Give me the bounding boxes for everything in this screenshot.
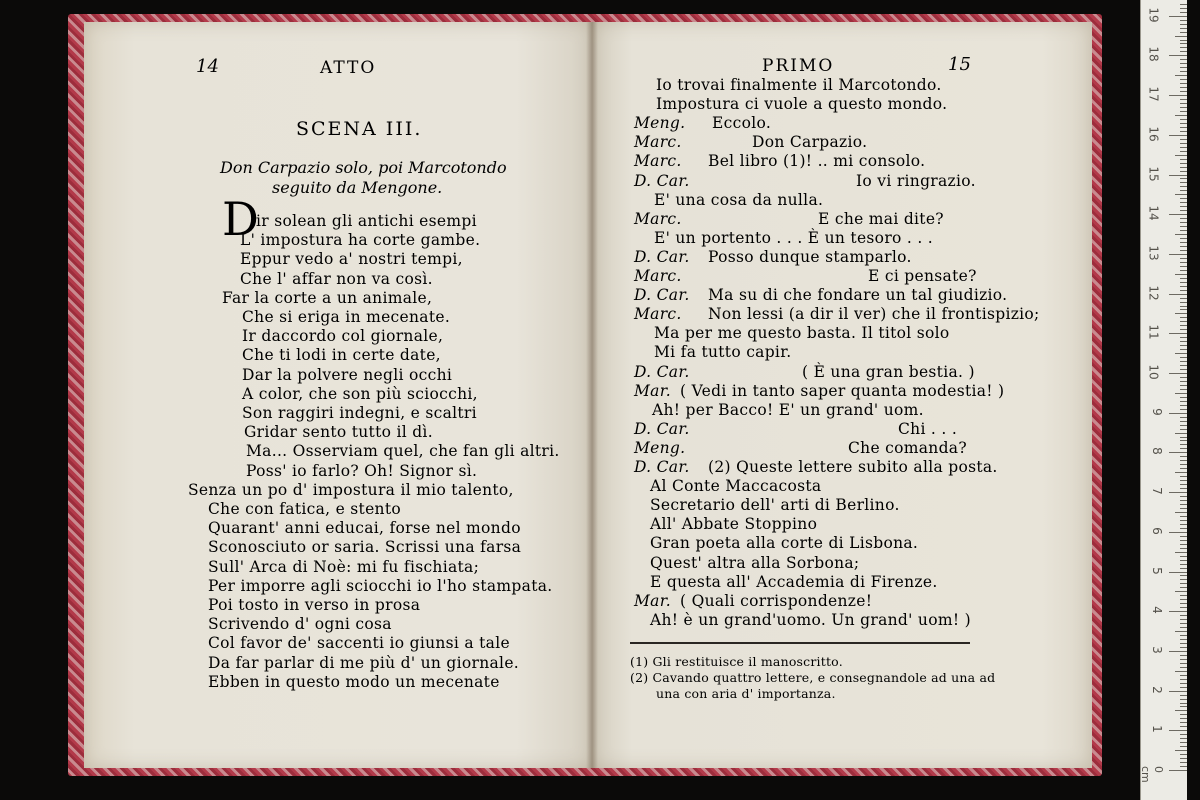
- ruler-tick: [1175, 433, 1187, 434]
- ruler-tick: [1180, 528, 1187, 529]
- ruler-tick: [1180, 508, 1187, 509]
- speaker-label: D. Car.: [634, 362, 690, 381]
- ruler-tick: [1180, 119, 1187, 120]
- ruler-tick: [1180, 500, 1187, 501]
- ruler-tick: [1180, 568, 1187, 569]
- ruler-tick: [1169, 55, 1187, 56]
- speaker-label: D. Car.: [634, 247, 690, 266]
- ruler-tick: [1180, 63, 1187, 64]
- ruler-tick: [1180, 365, 1187, 366]
- ruler-tick: [1180, 440, 1187, 441]
- ruler-number: 3: [1150, 646, 1165, 654]
- ruler-tick: [1180, 754, 1187, 755]
- ruler-number: 11: [1146, 324, 1161, 340]
- ruler-tick: [1180, 325, 1187, 326]
- ruler-tick: [1180, 718, 1187, 719]
- ruler-tick: [1169, 770, 1187, 771]
- ruler-tick: [1180, 357, 1187, 358]
- speaker-label: D. Car.: [634, 286, 690, 305]
- ruler-tick: [1180, 306, 1187, 307]
- ruler-tick: [1180, 250, 1187, 251]
- ruler-number: 7: [1150, 487, 1165, 495]
- ruler-tick: [1180, 480, 1187, 481]
- ruler-tick: [1180, 298, 1187, 299]
- speaker-label: D. Car.: [634, 458, 690, 476]
- speaker-label: Meng.: [634, 438, 686, 457]
- ruler-tick: [1169, 452, 1187, 453]
- ruler-tick: [1180, 186, 1187, 187]
- ruler-tick: [1180, 103, 1187, 104]
- ruler-tick: [1180, 540, 1187, 541]
- ruler-tick: [1180, 548, 1187, 549]
- footnote-2-continued: una con aria d' importanza.: [656, 686, 836, 701]
- dialogue-text: Posso dunque stamparlo.: [708, 247, 912, 266]
- verse-line: Scrivendo d' ogni cosa: [208, 615, 392, 634]
- ruler-tick: [1180, 714, 1187, 715]
- ruler-tick: [1180, 79, 1187, 80]
- dialogue-text: E' una cosa da nulla.: [654, 190, 824, 209]
- ruler-tick: [1180, 623, 1187, 624]
- dialogue-text: E' un portento . . . È un tesoro . . .: [654, 228, 934, 247]
- ruler-tick: [1180, 417, 1187, 418]
- ruler-tick: [1180, 258, 1187, 259]
- ruler-tick: [1180, 99, 1187, 100]
- ruler-tick: [1175, 274, 1187, 275]
- dialogue-text: Chi . . .: [898, 419, 958, 438]
- ruler-tick: [1180, 43, 1187, 44]
- ruler-number: 13: [1146, 245, 1161, 261]
- ruler-tick: [1180, 349, 1187, 350]
- ruler-tick: [1180, 290, 1187, 291]
- ruler-tick: [1175, 631, 1187, 632]
- ruler-tick: [1180, 385, 1187, 386]
- ruler-tick: [1175, 234, 1187, 235]
- dialogue-text: E che mai dite?: [818, 209, 944, 228]
- ruler-tick: [1180, 139, 1187, 140]
- ruler-tick: [1180, 369, 1187, 370]
- dialogue-text: Ma su di che fondare un tal giudizio.: [708, 286, 1008, 305]
- ruler-tick: [1180, 246, 1187, 247]
- ruler-tick: [1169, 651, 1187, 652]
- ruler-tick: [1180, 409, 1187, 410]
- ruler-tick: [1180, 734, 1187, 735]
- ruler-tick: [1180, 337, 1187, 338]
- ruler-tick: [1180, 603, 1187, 604]
- ruler-tick: [1175, 710, 1187, 711]
- ruler-tick: [1180, 464, 1187, 465]
- ruler-tick: [1180, 722, 1187, 723]
- ruler-tick: [1175, 552, 1187, 553]
- ruler-tick: [1175, 313, 1187, 314]
- ruler-tick: [1169, 333, 1187, 334]
- ruler-number: 10: [1146, 364, 1161, 380]
- ruler-tick: [1180, 429, 1187, 430]
- left-running-head: ATTO: [320, 58, 377, 78]
- verse-line: Poss' io farlo? Oh! Signor sì.: [246, 461, 478, 480]
- ruler-tick: [1180, 579, 1187, 580]
- ruler-number: 19: [1146, 7, 1161, 23]
- ruler-tick: [1180, 345, 1187, 346]
- ruler-tick: [1169, 95, 1187, 96]
- ruler-tick: [1180, 456, 1187, 457]
- verse-line: Che si eriga in mecenate.: [242, 308, 451, 326]
- ruler-tick: [1180, 405, 1187, 406]
- ruler-tick: [1180, 127, 1187, 128]
- ruler-tick: [1180, 504, 1187, 505]
- ruler-tick: [1180, 516, 1187, 517]
- ruler-tick: [1180, 71, 1187, 72]
- ruler-tick: [1180, 683, 1187, 684]
- ruler-tick: [1180, 178, 1187, 179]
- ruler-tick: [1180, 695, 1187, 696]
- dialogue-text: (2) Queste lettere subito alla posta.: [708, 458, 998, 476]
- ruler-tick: [1169, 532, 1187, 533]
- ruler-tick: [1180, 107, 1187, 108]
- ruler-tick: [1180, 619, 1187, 620]
- speaker-label: Marc.: [634, 305, 682, 324]
- ruler-tick: [1180, 40, 1187, 41]
- ruler-tick: [1180, 468, 1187, 469]
- verse-line: ir solean gli antichi esempi: [256, 212, 477, 230]
- ruler-tick: [1169, 492, 1187, 493]
- verse-line: Che ti lodi in certe date,: [242, 346, 441, 365]
- dialogue-text: Secretario dell' arti di Berlino.: [650, 496, 900, 515]
- ruler-tick: [1180, 262, 1187, 263]
- verse-line: Dar la polvere negli occhi: [242, 365, 453, 384]
- ruler-tick: [1180, 67, 1187, 68]
- dialogue-text: ( Quali corrispondenze!: [680, 591, 873, 610]
- verse-line: Sull' Arca di Noè: mi fu fischiata;: [208, 557, 480, 576]
- ruler-tick: [1180, 599, 1187, 600]
- ruler-tick: [1180, 381, 1187, 382]
- ruler-tick: [1180, 51, 1187, 52]
- ruler-tick: [1169, 611, 1187, 612]
- ruler-tick: [1180, 302, 1187, 303]
- dialogue-text: Eccolo.: [712, 114, 772, 133]
- ruler-tick: [1180, 4, 1187, 5]
- ruler-tick: [1180, 706, 1187, 707]
- ruler-tick: [1180, 520, 1187, 521]
- verse-line: Ebben in questo modo un mecenate: [208, 672, 500, 691]
- ruler-number: 12: [1146, 284, 1161, 301]
- ruler-unit-label: 0 cm: [1139, 766, 1165, 783]
- ruler-tick: [1169, 572, 1187, 573]
- verse-line: Poi tosto in verso in prosa: [208, 596, 421, 614]
- ruler-tick: [1180, 762, 1187, 763]
- dialogue-text: Al Conte Maccacosta: [650, 477, 822, 496]
- ruler-tick: [1180, 32, 1187, 33]
- ruler-tick: [1180, 639, 1187, 640]
- ruler-tick: [1180, 476, 1187, 477]
- ruler-tick: [1180, 647, 1187, 648]
- ruler-tick: [1180, 726, 1187, 727]
- ruler-tick: [1180, 560, 1187, 561]
- ruler-tick: [1180, 742, 1187, 743]
- ruler-tick: [1180, 131, 1187, 132]
- ruler-tick: [1180, 182, 1187, 183]
- ruler-tick: [1169, 413, 1187, 414]
- stage-direction-line-2: seguito da Mengone.: [272, 178, 443, 197]
- scene-title: SCENA III.: [296, 118, 423, 140]
- ruler-tick: [1180, 556, 1187, 557]
- ruler-tick: [1180, 679, 1187, 680]
- ruler-tick: [1169, 294, 1187, 295]
- speaker-label: Meng.: [634, 114, 686, 133]
- ruler-tick: [1175, 591, 1187, 592]
- ruler-tick: [1180, 83, 1187, 84]
- ruler-tick: [1180, 159, 1187, 160]
- ruler-tick: [1180, 488, 1187, 489]
- dialogue-text: E ci pensate?: [868, 267, 977, 285]
- ruler-number: 17: [1146, 86, 1161, 102]
- ruler-tick: [1180, 544, 1187, 545]
- ruler-tick: [1180, 87, 1187, 88]
- dialogue-text: ( Vedi in tanto saper quanta modestia! ): [680, 381, 1005, 400]
- ruler-number: 15: [1146, 165, 1161, 182]
- ruler-tick: [1180, 309, 1187, 310]
- ruler-number: 9: [1150, 407, 1165, 416]
- verse-line: Che con fatica, e stento: [208, 500, 402, 518]
- ruler-tick: [1180, 171, 1187, 172]
- ruler-tick: [1175, 194, 1187, 195]
- ruler-tick: [1175, 36, 1187, 37]
- footnote-1: (1) Gli restituisce il manoscritto.: [630, 654, 843, 669]
- right-page-number: 15: [948, 54, 971, 75]
- ruler-tick: [1180, 111, 1187, 112]
- ruler-tick: [1180, 703, 1187, 704]
- ruler-number: 5: [1150, 566, 1165, 575]
- verse-line: Quarant' anni educai, forse nel mondo: [208, 519, 521, 538]
- ruler-tick: [1180, 746, 1187, 747]
- speaker-label: Mar.: [634, 381, 671, 400]
- ruler-tick: [1180, 655, 1187, 656]
- ruler-tick: [1169, 175, 1187, 176]
- ruler-tick: [1180, 278, 1187, 279]
- ruler-tick: [1180, 536, 1187, 537]
- ruler-tick: [1180, 341, 1187, 342]
- ruler-tick: [1180, 389, 1187, 390]
- ruler-tick: [1180, 28, 1187, 29]
- speaker-label: Marc.: [634, 209, 682, 228]
- ruler-tick: [1180, 437, 1187, 438]
- ruler-tick: [1180, 206, 1187, 207]
- ruler-number: 1: [1150, 725, 1165, 734]
- dialogue-text: Non lessi (a dir il ver) che il frontispizio;: [708, 305, 1040, 324]
- ruler-tick: [1180, 627, 1187, 628]
- ruler-tick: [1180, 575, 1187, 576]
- ruler-tick: [1180, 738, 1187, 739]
- ruler-tick: [1180, 242, 1187, 243]
- ruler-tick: [1180, 230, 1187, 231]
- ruler-tick: [1180, 123, 1187, 124]
- dialogue-text: E questa all' Accademia di Firenze.: [650, 572, 938, 591]
- ruler-number: 8: [1150, 447, 1165, 456]
- ruler-tick: [1180, 270, 1187, 271]
- verse-line: L' impostura ha corte gambe.: [240, 231, 481, 250]
- right-running-head: PRIMO: [762, 56, 835, 76]
- ruler-tick: [1180, 238, 1187, 239]
- ruler-tick: [1180, 226, 1187, 227]
- speaker-label: Mar.: [634, 591, 671, 610]
- stage-direction-line-1: Don Carpazio solo, poi Marcotondo: [220, 158, 507, 177]
- verse-line: A color, che son più sciocchi,: [242, 384, 478, 403]
- ruler-tick: [1175, 75, 1187, 76]
- ruler-tick: [1180, 766, 1187, 767]
- verse-line: Senza un po d' impostura il mio talento,: [188, 480, 514, 499]
- verse-line: Per imporre agli sciocchi io l'ho stampata.: [208, 576, 553, 595]
- ruler-tick: [1169, 214, 1187, 215]
- ruler-tick: [1175, 155, 1187, 156]
- ruler-tick: [1180, 282, 1187, 283]
- dialogue-text: Io vi ringrazio.: [856, 171, 976, 190]
- ruler-tick: [1180, 24, 1187, 25]
- ruler-tick: [1180, 496, 1187, 497]
- dialogue-text: Quest' altra alla Sorbona;: [650, 553, 860, 572]
- measuring-ruler: [1140, 0, 1187, 800]
- ruler-number: 6: [1150, 526, 1165, 535]
- footnote-2: (2) Cavando quattro lettere, e consegnandole ad una ad: [630, 670, 996, 685]
- verse-line: Sconosciuto or saria. Scrissi una farsa: [208, 538, 522, 557]
- ruler-tick: [1180, 190, 1187, 191]
- ruler-tick: [1180, 218, 1187, 219]
- ruler-tick: [1180, 587, 1187, 588]
- ruler-tick: [1180, 564, 1187, 565]
- ruler-tick: [1175, 671, 1187, 672]
- ruler-tick: [1180, 444, 1187, 445]
- ruler-tick: [1175, 472, 1187, 473]
- ruler-tick: [1180, 615, 1187, 616]
- ruler-tick: [1180, 163, 1187, 164]
- ruler-tick: [1180, 687, 1187, 688]
- verse-line: Eppur vedo a' nostri tempi,: [240, 250, 463, 269]
- ruler-tick: [1175, 512, 1187, 513]
- ruler-tick: [1180, 667, 1187, 668]
- ruler-tick: [1180, 421, 1187, 422]
- ruler-tick: [1169, 730, 1187, 731]
- ruler-tick: [1180, 167, 1187, 168]
- ruler-tick: [1175, 393, 1187, 394]
- ruler-number: 14: [1146, 205, 1161, 221]
- dialogue-text: Ma per me questo basta. Il titol solo: [654, 324, 950, 343]
- ruler-tick: [1180, 401, 1187, 402]
- ruler-tick: [1180, 663, 1187, 664]
- verse-line: Col favor de' saccenti io giunsi a tale: [208, 634, 510, 653]
- speaker-label: D. Car.: [634, 171, 690, 190]
- ruler-tick: [1175, 353, 1187, 354]
- ruler-number: 4: [1150, 606, 1165, 615]
- ruler-number: 18: [1146, 46, 1161, 63]
- dialogue-text: All' Abbate Stoppino: [650, 515, 818, 534]
- dialogue-text: Ah! per Bacco! E' un grand' uom.: [652, 400, 924, 419]
- ruler-tick: [1180, 143, 1187, 144]
- ruler-tick: [1180, 8, 1187, 9]
- ruler-tick: [1180, 595, 1187, 596]
- ruler-tick: [1180, 460, 1187, 461]
- ruler-tick: [1180, 377, 1187, 378]
- ruler-tick: [1180, 448, 1187, 449]
- left-page-number: 14: [196, 56, 219, 77]
- dialogue-text: Gran poeta alla corte di Lisbona.: [650, 534, 919, 553]
- ruler-tick: [1169, 254, 1187, 255]
- ruler-tick: [1180, 317, 1187, 318]
- verse-line: Che l' affar non va così.: [240, 269, 433, 288]
- ruler-tick: [1180, 198, 1187, 199]
- speaker-label: D. Car.: [634, 419, 690, 438]
- ruler-tick: [1180, 20, 1187, 21]
- ruler-tick: [1180, 59, 1187, 60]
- book-gutter: [586, 22, 598, 768]
- ruler-tick: [1180, 484, 1187, 485]
- ruler-tick: [1169, 16, 1187, 17]
- dialogue-text: Ah! è un grand'uomo. Un grand' uom! ): [650, 610, 971, 629]
- ruler-tick: [1180, 151, 1187, 152]
- ruler-tick: [1180, 659, 1187, 660]
- ruler-tick: [1169, 135, 1187, 136]
- verse-line: Son raggiri indegni, e scaltri: [242, 404, 477, 422]
- dialogue-text: Impostura ci vuole a questo mondo.: [656, 95, 948, 114]
- dialogue-text: ( È una gran bestia. ): [802, 362, 975, 381]
- verse-line: Ir daccordo col giornale,: [242, 327, 444, 346]
- ruler-tick: [1180, 321, 1187, 322]
- ruler-tick: [1180, 202, 1187, 203]
- ruler-tick: [1180, 361, 1187, 362]
- dialogue-text: Don Carpazio.: [752, 133, 868, 152]
- ruler-tick: [1180, 397, 1187, 398]
- speaker-label: Marc.: [634, 267, 682, 285]
- ruler-tick: [1180, 583, 1187, 584]
- ruler-tick: [1180, 699, 1187, 700]
- dialogue-text: Mi fa tutto capir.: [654, 343, 792, 362]
- ruler-tick: [1180, 607, 1187, 608]
- ruler-tick: [1180, 635, 1187, 636]
- ruler-tick: [1180, 286, 1187, 287]
- ruler-tick: [1180, 524, 1187, 525]
- ruler-number: 2: [1150, 685, 1165, 694]
- verse-line: Da far parlar di me più d' un giornale.: [208, 653, 520, 672]
- ruler-tick: [1180, 12, 1187, 13]
- ruler-tick: [1180, 47, 1187, 48]
- footnote-rule: [630, 642, 970, 644]
- ruler-tick: [1169, 691, 1187, 692]
- ruler-tick: [1180, 266, 1187, 267]
- drop-cap: D: [222, 192, 259, 246]
- verse-line: Gridar sento tutto il dì.: [244, 423, 433, 442]
- verse-line: Ma... Osserviam quel, che fan gli altri.: [246, 442, 560, 461]
- dialogue-text: Che comanda?: [848, 438, 967, 457]
- ruler-number: 16: [1146, 126, 1161, 142]
- ruler-tick: [1180, 210, 1187, 211]
- dialogue-text: Io trovai finalmente il Marcotondo.: [656, 76, 942, 94]
- ruler-tick: [1180, 329, 1187, 330]
- verse-line: Far la corte a un animale,: [222, 288, 433, 307]
- speaker-label: Marc.: [634, 152, 682, 171]
- dialogue-text: Bel libro (1)! .. mi consolo.: [708, 152, 926, 171]
- ruler-tick: [1169, 373, 1187, 374]
- ruler-tick: [1180, 675, 1187, 676]
- ruler-tick: [1180, 91, 1187, 92]
- ruler-tick: [1180, 643, 1187, 644]
- ruler-tick: [1180, 758, 1187, 759]
- ruler-tick: [1180, 147, 1187, 148]
- ruler-tick: [1180, 425, 1187, 426]
- ruler-tick: [1175, 115, 1187, 116]
- ruler-tick: [1180, 222, 1187, 223]
- ruler-tick: [1175, 750, 1187, 751]
- speaker-label: Marc.: [634, 133, 682, 152]
